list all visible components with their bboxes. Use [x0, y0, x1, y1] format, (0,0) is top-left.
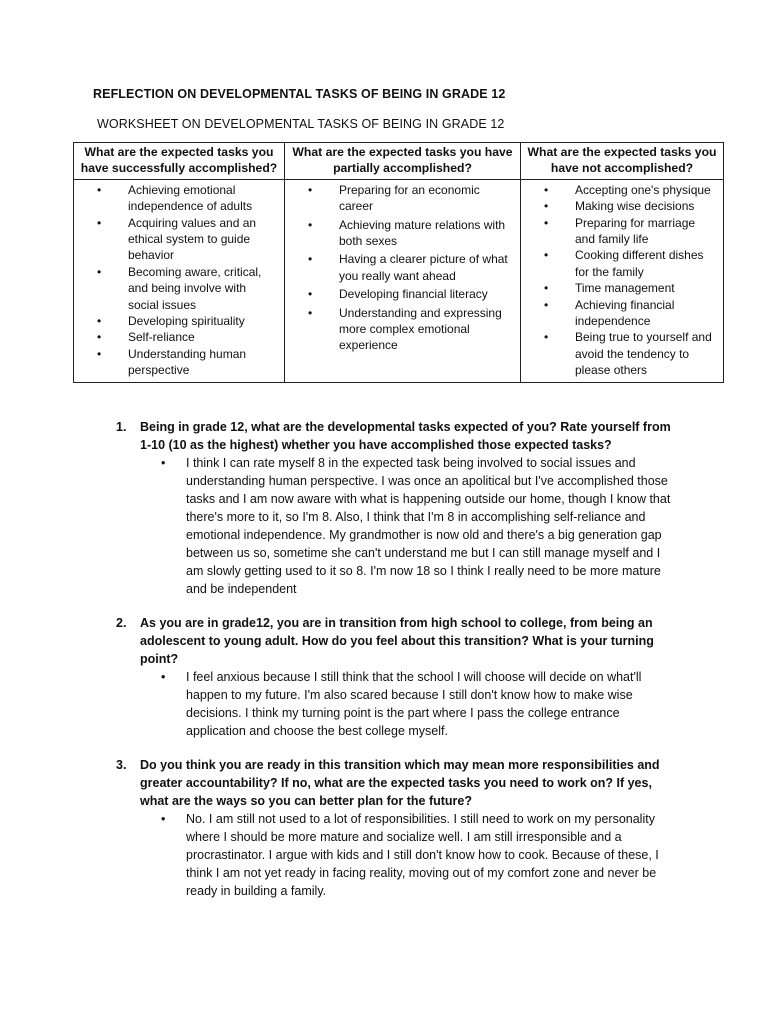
document-title: REFLECTION ON DEVELOPMENTAL TASKS OF BEING IN GRADE 12: [93, 87, 506, 101]
list-item: [527, 182, 717, 198]
bullet-icon: •: [161, 670, 166, 684]
bullet-icon: •: [544, 297, 549, 312]
bullet-icon: •: [161, 456, 166, 470]
question-1: [116, 418, 676, 598]
list-item: [291, 182, 514, 215]
developmental-tasks-table: [73, 142, 724, 383]
list-item: [527, 280, 717, 296]
list-item: [291, 286, 514, 302]
bullet-icon: •: [308, 252, 313, 267]
task-text: Acquiring values and an ethical system to guide behavior: [128, 215, 257, 263]
task-text: Understanding human perspective: [128, 346, 247, 378]
question-number: 1.: [116, 420, 127, 434]
list-item: [80, 329, 278, 345]
task-text: Preparing for an economic career: [339, 182, 480, 214]
list-item: [80, 346, 278, 379]
bullet-icon: •: [308, 217, 313, 232]
table-header-row: [74, 143, 724, 180]
task-text: Having a clearer picture of what you really want ahead: [339, 252, 508, 283]
bullet-icon: •: [97, 330, 102, 345]
list-item: [527, 329, 717, 378]
bullet-icon: •: [308, 287, 313, 302]
bullet-icon: •: [544, 330, 549, 345]
task-text: Time management: [575, 281, 675, 296]
list-item: [80, 182, 278, 215]
task-text: Accepting one's physique: [575, 182, 711, 197]
answer-item: [140, 668, 676, 740]
bullet-icon: •: [308, 182, 313, 197]
task-text: Achieving financial independence: [575, 297, 675, 329]
list-item: [291, 251, 514, 284]
not-accomplished-tasks-cell: [521, 179, 724, 382]
header-partially-accomplished: What are the expected tasks you have partially accomplished?: [285, 143, 521, 180]
task-text: Being true to yourself and avoid the tendency to please others: [575, 330, 712, 378]
list-item: [527, 215, 717, 248]
question-text: Being in grade 12, what are the developmental tasks expected of you? Rate yourself from 1-10 (10 as the highest) whether you have accomplished those expected tasks?: [140, 420, 671, 452]
task-text: Developing financial literacy: [339, 287, 488, 302]
answer-item: [140, 810, 676, 900]
answer-text: I feel anxious because I still think that the school I will choose will decide on what'll happen to my future. I'm also scared because I still don't know how to make wise decisions. I think my turning point is the part where I pass the college entrance application and choose the best college myself.: [186, 670, 642, 738]
answer-text: I think I can rate myself 8 in the expected task being involved to social issues and understanding human perspective. I was once an apolitical but I've accomplished those tasks and I am now aware with what is happening outside our home, though I know that there's more to it, so I'm 8. Also, I think that I'm 8 in accomplishing self-reliance and emotional independence. My grandmother is now old and there's a big generation gap between us so, sometime she can't understand me but I can still manage myself and I am slowly getting used to it so 8. I'm now 18 so I think I really need to be more mature and be independent: [186, 456, 671, 596]
task-text: Preparing for marriage and family life: [575, 215, 696, 247]
worksheet-subtitle: WORKSHEET ON DEVELOPMENTAL TASKS OF BEING IN GRADE 12: [97, 117, 505, 131]
not-accomplished-tasks-list: [527, 182, 717, 379]
task-text: Cooking different dishes for the family: [575, 248, 704, 279]
question-number: 2.: [116, 616, 127, 630]
question-2: [116, 614, 676, 740]
list-item: [527, 247, 717, 280]
question-text: Do you think you are ready in this transition which may mean more responsibilities and greater accountability? If no, what are the expected tasks you need to work on? If yes, what are the ways so you can better plan for the future?: [140, 758, 660, 808]
partially-accomplished-tasks-cell: [285, 179, 521, 382]
accomplished-tasks-cell: [74, 179, 285, 382]
bullet-icon: •: [544, 248, 549, 263]
bullet-icon: •: [544, 182, 549, 197]
question-number: 3.: [116, 758, 127, 772]
bullet-icon: •: [544, 281, 549, 296]
bullet-icon: •: [97, 314, 102, 329]
task-text: Making wise decisions: [575, 199, 695, 214]
task-text: Achieving emotional independence of adults: [128, 182, 253, 214]
task-text: Developing spirituality: [128, 314, 245, 329]
bullet-icon: •: [97, 182, 102, 197]
header-accomplished: What are the expected tasks you have successfully accomplished?: [74, 143, 285, 180]
bullet-icon: •: [161, 812, 166, 826]
bullet-icon: •: [97, 215, 102, 230]
task-text: Becoming aware, critical, and being involve with social issues: [128, 264, 262, 312]
task-text: Understanding and expressing more complex emotional experience: [339, 305, 502, 353]
accomplished-tasks-list: [80, 182, 278, 379]
task-text: Achieving mature relations with both sexes: [339, 217, 506, 249]
list-item: [291, 305, 514, 354]
bullet-icon: •: [97, 264, 102, 279]
list-item: [527, 297, 717, 330]
question-text: As you are in grade12, you are in transition from high school to college, from being an adolescent to young adult. How do you feel about this transition? What is your turning point?: [140, 616, 654, 666]
bullet-icon: •: [544, 199, 549, 214]
list-item: [527, 198, 717, 214]
answer-text: No. I am still not used to a lot of responsibilities. I still need to work on my personality where I should be more mature and socialize well. I am still irresponsible and a procrastinator. I argue with kids and I still don't know how to cook. Because of these, I think I am not yet ready in facing reality, moving out of my comfort zone and never be ready in building a family.: [186, 812, 659, 898]
bullet-icon: •: [544, 215, 549, 230]
list-item: [80, 264, 278, 313]
header-not-accomplished: What are the expected tasks you have not accomplished?: [521, 143, 724, 180]
question-3: [116, 756, 676, 900]
bullet-icon: •: [97, 346, 102, 361]
bullet-icon: •: [308, 305, 313, 320]
task-text: Self-reliance: [128, 330, 195, 345]
partially-accomplished-tasks-list: [291, 182, 514, 354]
answer-item: [140, 454, 676, 598]
reflection-questions: [116, 418, 676, 916]
list-item: [80, 313, 278, 329]
list-item: [80, 215, 278, 264]
list-item: [291, 217, 514, 250]
table-row: [74, 179, 724, 382]
